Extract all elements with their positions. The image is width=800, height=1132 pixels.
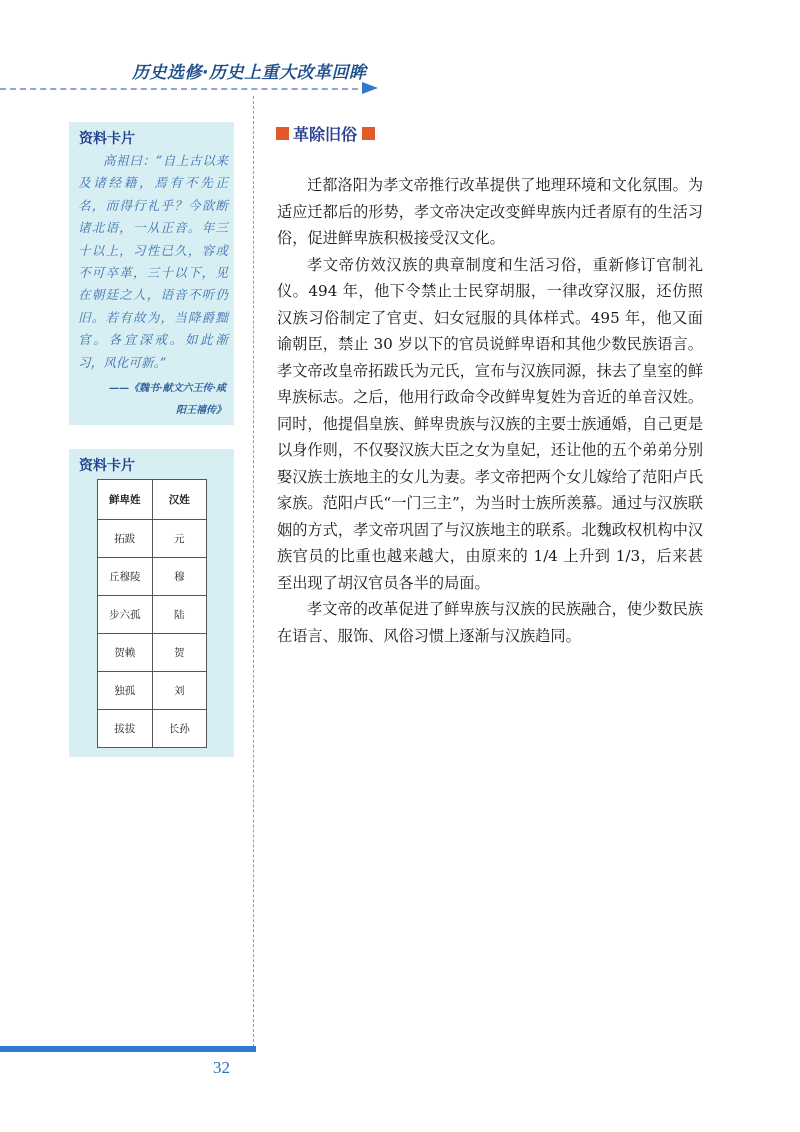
paragraph: 迁都洛阳为孝文帝推行改革提供了地理环境和文化氛围。为适应迁都后的形势，孝文帝决定改变鲜卑族内迁者原有的生活习俗，促进鲜卑族积极接受汉文化。 [277,176,703,247]
table-cell: 陆 [152,596,207,634]
info-card-surnames [69,449,234,757]
header-arrow-icon [362,82,378,94]
table-cell: 贺赖 [98,634,153,672]
card-source-line-2: 阳王禧传》 [176,405,226,416]
section-heading [276,122,375,145]
table-row [98,634,207,672]
card-title: 资料卡片 [79,131,135,147]
paragraph: 孝文帝的改革促进了鲜卑族与汉族的民族融合，使少数民族在语言、服饰、风俗习惯上逐渐与汉族趋同。 [277,600,703,645]
body-text [277,172,703,649]
table-cell: 独孤 [98,672,153,710]
card-source-line-1: ——《魏书·献文六王传·咸 [109,383,226,394]
surname-table [97,479,207,748]
table-row [98,520,207,558]
section-heading-text: 革除旧俗 [293,125,358,144]
header-dashed-rule [0,88,368,90]
table-row [98,710,207,748]
table-cell: 拔拔 [98,710,153,748]
table-cell: 丘穆陵 [98,558,153,596]
table-cell: 步六孤 [98,596,153,634]
paragraph: 孝文帝仿效汉族的典章制度和生活习俗，重新修订官制礼仪。494 年，他下令禁止士民穿胡服，一律改穿汉服，还仿照汉族习俗制定了官吏、妇女冠服的具体样式。495 年，他又面谕朝臣，禁止 30 岁以下的官员说鲜卑语和其他少数民族语言。孝文帝改皇帝拓跋氏为元氏，宣布与汉族同源，抹去了皇室的鲜卑族标志。之后，他用行政命令改鲜卑复姓为音近的单音汉姓。同时，他提倡皇族、鲜卑贵族与汉族的主要士族通婚，自己更是以身作则，不仅娶汉族大臣之女为皇妃，还让他的五个弟弟分别娶汉族士族地主的女儿为妻。孝文帝把两个女儿嫁给了范阳卢氏家族。范阳卢氏“一门三主”，为当时士族所羡慕。通过与汉族联姻的方式，孝文帝巩固了与汉族地主的联系。北魏政权机构中汉族官员的比重也越来越大，由原来的 1/4 上升到 1/3，后来甚至出现了胡汉官员各半的局面。 [277,255,703,592]
table-header-row [98,480,207,520]
table-cell: 元 [152,520,207,558]
table-header-han: 汉姓 [152,480,207,520]
square-bullet-icon [276,127,289,140]
square-bullet-icon [362,127,375,140]
card-quote-source [76,378,226,422]
table-cell: 拓跋 [98,520,153,558]
table-header-xianbei: 鲜卑姓 [98,480,153,520]
table-cell: 长孙 [152,710,207,748]
table-cell: 穆 [152,558,207,596]
info-card-quote [69,122,234,425]
card-title: 资料卡片 [79,458,135,474]
column-divider [253,96,254,1052]
table-cell: 贺 [152,634,207,672]
footer-bar [0,1046,256,1052]
page-number: 32 [213,1058,230,1077]
table-cell: 刘 [152,672,207,710]
table-row [98,558,207,596]
table-row [98,596,207,634]
table-row [98,672,207,710]
card-quote-text: 高祖曰：“自上古以来及诸经籍，焉有不先正名，而得行礼乎？今欲断诸北语，一从正音。年三十以上，习性已久，容或不可卒革，三十以下，见在朝廷之人，语音不听仍旧。若有故为，当降爵黜官。各宜深戒。如此渐习，风化可新。” [78,153,228,370]
running-header-title: 历史选修·历史上重大改革回眸 [132,63,367,83]
